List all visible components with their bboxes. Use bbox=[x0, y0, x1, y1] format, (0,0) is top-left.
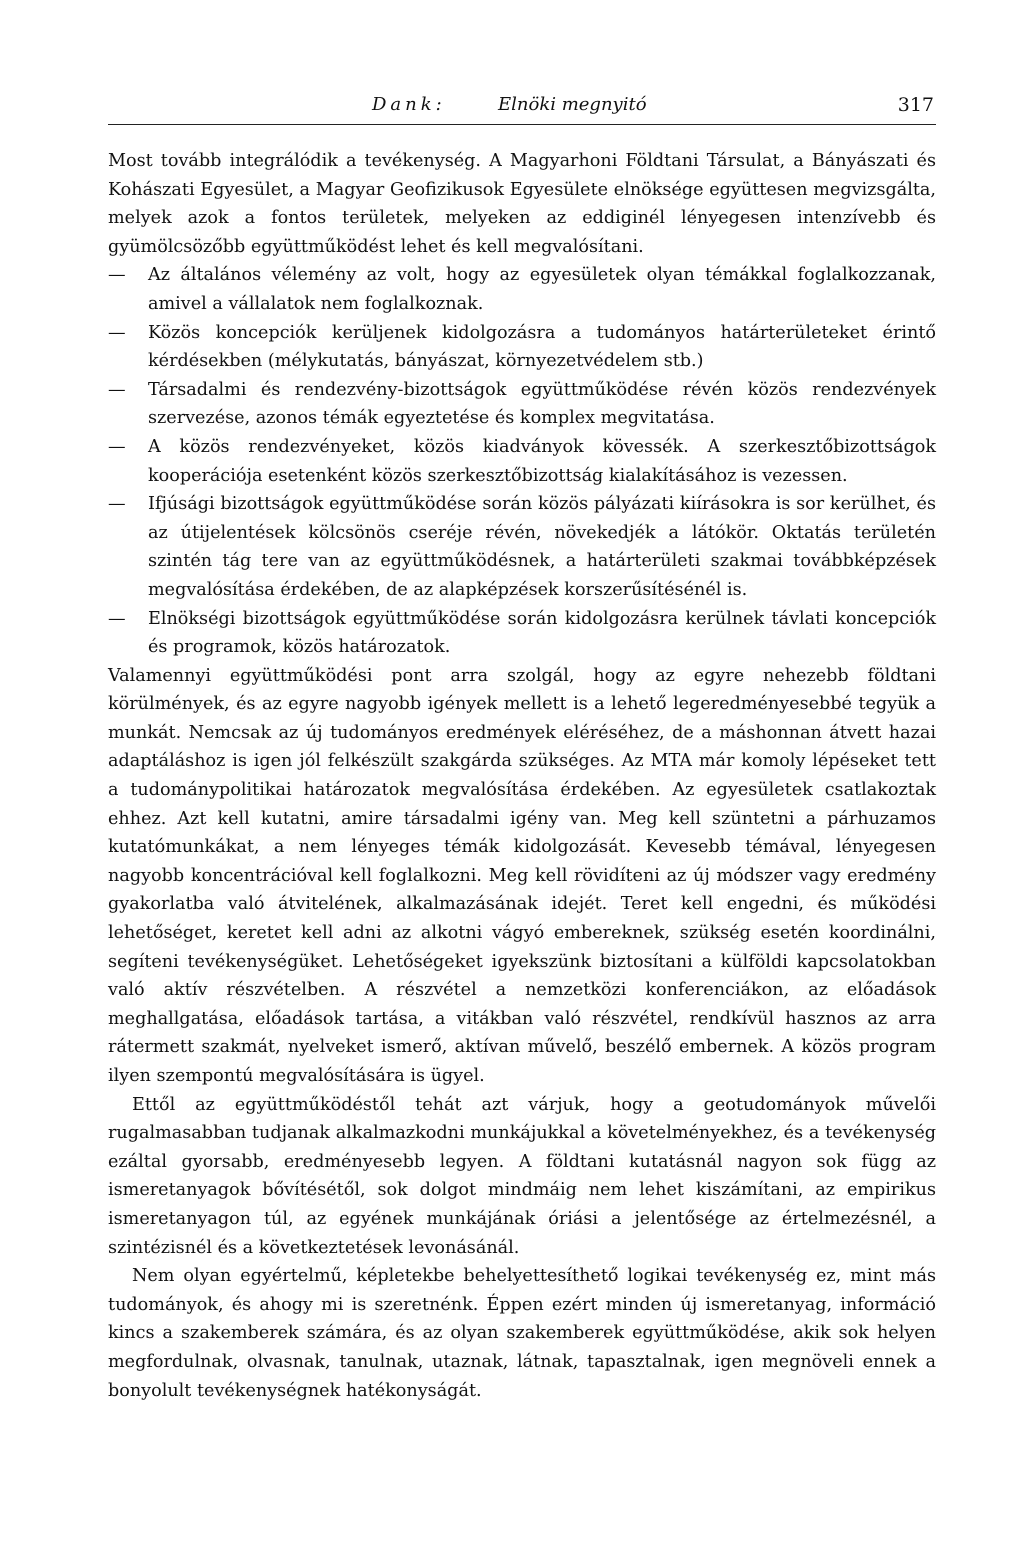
running-header bbox=[108, 88, 936, 125]
page-number: 317 bbox=[897, 94, 934, 116]
dash-bullet: — bbox=[108, 265, 126, 286]
list-item-text: Az általános vélemény az volt, hogy az egyesületek olyan témákkal foglalkozzanak, amivel a vállalatok nem foglalkoznak. bbox=[148, 265, 936, 314]
list-item-text: A közös rendezvényeket, közös kiadványok kövessék. A szerkesztőbizottságok kooperációja esetenként közös szerkesztőbizottság kialakításához is vezessen. bbox=[148, 436, 936, 486]
dash-bullet: — bbox=[108, 436, 126, 457]
paragraph: Ettől az együttműködéstől tehát azt várjuk, hogy a geotudományok művelői rugalmasabban tudjanak alkalmazkodni munkájukkal a követelményekhez, és a tevékenység ezáltal gyorsabb, eredményesebb legyen. A földtani kutatásnál nagyon sok függ az ismeretanyagok bővítésétől, sok dolgot mindmáig nem lehet kiszámítani, az empirikus ismeretanyagon túl, az egyének munkájának óriási a jelentősége az értelmezésnél, a szintézisnél és a következtetések levonásánál. bbox=[108, 1094, 936, 1258]
paragraph: Nem olyan egyértelmű, képletekbe behelyettesíthető logikai tevékenység ez, mint más tudományok, és ahogy mi is szeretnénk. Éppen ezért minden új ismeretanyag, információ kincs a szakemberek számára, és az olyan szakemberek együttműködése, akik sok helyen megfordulnak, olvasnak, tanulnak, utaznak, látnak, tapasztalnak, igen megnöveli ennek a bonyolult tevékenységnek hatékonyságát. bbox=[108, 1266, 936, 1401]
dash-bullet: — bbox=[108, 494, 126, 515]
paragraph: Valamennyi együttműködési pont arra szolgál, hogy az egyre nehezebb földtani körülmények, és az egyre nagyobb igények mellett is a lehető legeredményesebbé tegyük a munkát. Nemcsak az új tudományos eredmények eléréséhez, de a máshonnan átvett hazai adaptáláshoz is igen jól felkészült szakgárda szükséges. Az MTA már komoly lépéseket tett a tudománypolitikai határozatok megvalósítása érdekében. Az egyesületek csatlakoztak ehhez. Azt kell kutatni, amire társadalmi igény van. Meg kell szüntetni a párhuzamos kutatómunkákat, a nem lényeges témák kidolgozását. Kevesebb témával, lényegesen nagyobb koncentrációval kell foglalkozni. Meg kell rövidíteni az új módszer vagy eredmény gyakorlatba való átvitelének, alkalmazásának idejét. Teret kell engedni, és működési lehetőséget, keretet kell adni az alkotni vágyó embereknek, szükség esetén koordinálni, segíteni tevékenységüket. Lehetőségeket igyekszünk biztosítani a külföldi kapcsolatokban való aktív részvételben. A részvétel a nemzetközi konferenciákon, az előadások meghallgatása, előadások tartása, a vitákban való részvétel, rendkívül hasznos az arra rátermett szakmát, nyelveket ismerő, aktívan művelő, beszélő embernek. A közös program ilyen szempontú megvalósítására is ügyel. bbox=[108, 665, 936, 1086]
header-author: Dank: bbox=[372, 94, 446, 115]
list-item bbox=[108, 433, 936, 490]
list-item bbox=[108, 319, 936, 376]
list-item-text: Társadalmi és rendezvény-bizottságok együttműködése révén közös rendezvények szervezése, azonos témák egyeztetése és komplex megvitatása. bbox=[148, 379, 936, 429]
body-text bbox=[108, 147, 936, 1405]
dash-bullet: — bbox=[108, 379, 126, 400]
page bbox=[108, 88, 936, 1405]
list-item-text: Közös koncepciók kerüljenek kidolgozásra a tudományos határterületeket érintő kérdésekben (mélykutatás, bányászat, környezetvédelem stb.) bbox=[148, 322, 936, 372]
header-title: Elnöki megnyitó bbox=[498, 94, 647, 115]
list-item bbox=[108, 261, 936, 318]
list-item bbox=[108, 605, 936, 662]
list-item bbox=[108, 490, 936, 604]
list-item-text: Elnökségi bizottságok együttműködése során kidolgozásra kerülnek távlati koncepciók és programok, közös határozatok. bbox=[148, 608, 936, 658]
list-item bbox=[108, 376, 936, 433]
dash-bullet: — bbox=[108, 608, 126, 629]
list-item-text: Ifjúsági bizottságok együttműködése során közös pályázati kiírásokra is sor kerülhet, és az útijelentések kölcsönös cseréje révén, növekedjék a látókör. Oktatás területén szintén tág tere van az együttműködésnek, a határterületi szakmai továbbképzések megvalósítása érdekében, de az alapképzések korszerűsítésénél is. bbox=[148, 494, 936, 600]
intro-paragraph: Most tovább integrálódik a tevékenység. A Magyarhoni Földtani Társulat, a Bányászati és Kohászati Egyesület, a Magyar Geofizikusok Egyesülete elnöksége együttesen megvizsgálta, melyek azok a fontos területek, melyeken az eddiginél lényegesen intenzívebb és gyümölcsözőbb együttműködést lehet és kell megvalósítani. bbox=[108, 151, 936, 257]
dash-bullet: — bbox=[108, 322, 126, 343]
